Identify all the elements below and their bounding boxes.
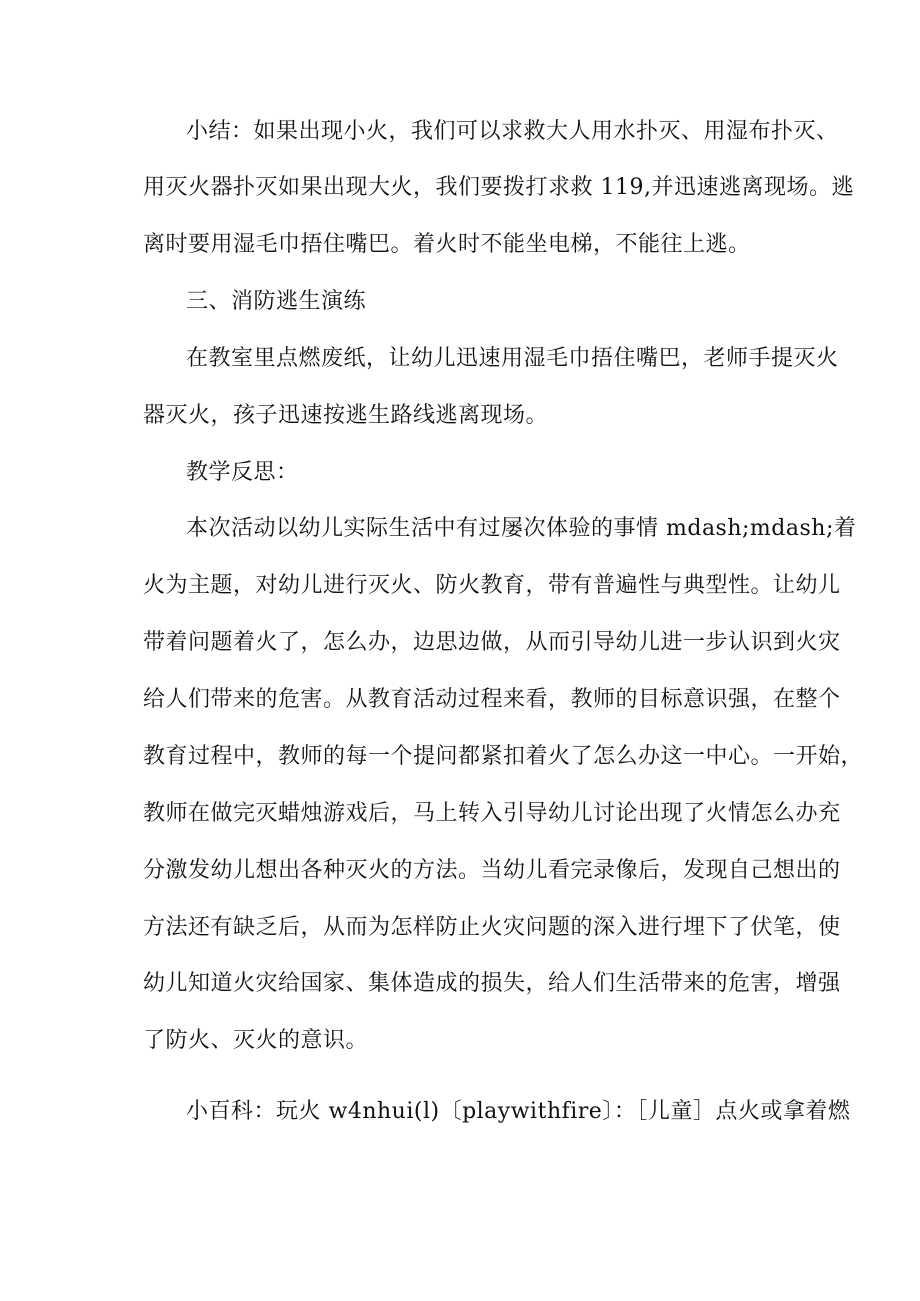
reflection-line-10: 了防火、灭火的意识。 (143, 1028, 369, 1053)
reflection-line-3: 带着问题着火了，怎么办，边思边做，从而引导幼儿进一步认识到火灾 (143, 630, 841, 655)
reflection-line-7: 分激发幼儿想出各种灭火的方法。当幼儿看完录像后，发现自己想出的 (143, 858, 841, 883)
reflection-line-1: 本次活动以幼儿实际生活中有过屡次体验的事情 mdash;mdash;着 (186, 516, 857, 541)
encyclopedia-line: 小百科：玩火 w4nhui(l)〔playwithfire〕：［儿童］点火或拿着燃 (186, 1099, 851, 1124)
reflection-line-9: 幼儿知道火灾给国家、集体造成的损失，给人们生活带来的危害，增强 (143, 971, 841, 996)
reflection-line-6: 教师在做完灭蜡烛游戏后，马上转入引导幼儿讨论出现了火情怎么办充 (143, 801, 841, 826)
summary-line-1: 小结：如果出现小火，我们可以求救大人用水扑灭、用湿布扑灭、 (186, 119, 839, 144)
drill-line-2: 器灭火，孩子迅速按逃生路线逃离现场。 (143, 403, 549, 428)
summary-line-2: 用灭火器扑灭如果出现大火，我们要拨打求救 119,并迅速逃离现场。逃 (143, 175, 854, 200)
drill-line-1: 在教室里点燃废纸，让幼儿迅速用湿毛巾捂住嘴巴，老师手提灭火 (186, 346, 839, 371)
section-heading-evacuation-drill: 三、消防逃生演练 (186, 289, 367, 314)
summary-line-3: 离时要用湿毛巾捂住嘴巴。着火时不能坐电梯，不能往上逃。 (143, 232, 751, 257)
section-heading-reflection: 教学反思： (186, 460, 299, 485)
reflection-line-8: 方法还有缺乏后，从而为怎样防止火灾问题的深入进行埋下了伏笔，使 (143, 915, 841, 940)
reflection-line-5: 教育过程中，教师的每一个提问都紧扣着火了怎么办这一中心。一开始， (143, 744, 864, 769)
reflection-line-2: 火为主题，对幼儿进行灭火、防火教育，带有普遍性与典型性。让幼儿 (143, 573, 841, 598)
reflection-line-4: 给人们带来的危害。从教育活动过程来看，教师的目标意识强，在整个 (143, 687, 841, 712)
